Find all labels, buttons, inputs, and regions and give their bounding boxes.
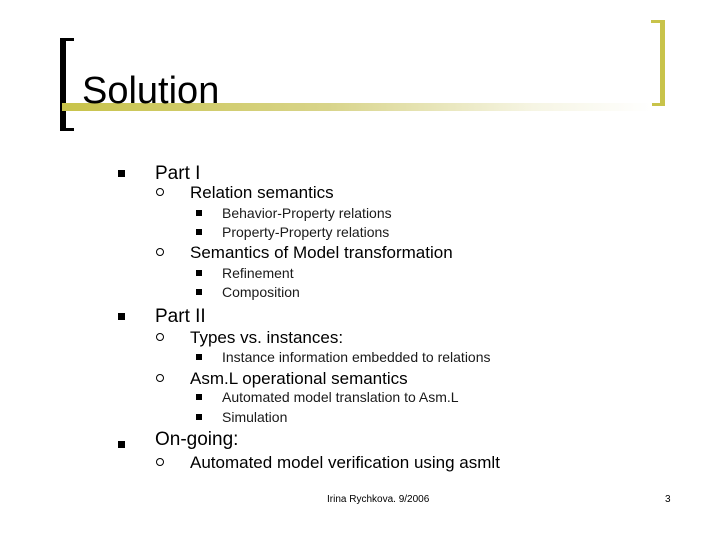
circle-bullet-icon [156,188,164,196]
title-bracket-left [60,38,74,131]
bullet-part-1: Part I [155,163,201,184]
detail-property-property: Property-Property relations [222,224,390,240]
page-number: 3 [665,494,671,505]
detail-simulation: Simulation [222,409,288,425]
square-bullet-icon [196,394,202,400]
sub-bullet-relation-semantics: Relation semantics [190,183,334,202]
square-bullet-icon [196,414,202,420]
bullet-on-going: On-going: [155,429,239,450]
circle-bullet-icon [156,248,164,256]
detail-behavior-property: Behavior-Property relations [222,205,392,221]
square-bullet-icon [196,354,202,360]
square-bullet-icon [118,441,125,448]
title-bracket-right [651,20,665,106]
sub-bullet-asml-semantics: Asm.L operational semantics [190,369,408,388]
square-bullet-icon [118,313,125,320]
square-bullet-icon [118,170,125,177]
sub-bullet-model-transformation: Semantics of Model transformation [190,243,453,262]
detail-composition: Composition [222,284,300,300]
square-bullet-icon [196,210,202,216]
square-bullet-icon [196,270,202,276]
sub-bullet-model-verification: Automated model verification using asmlt [190,453,500,472]
sub-bullet-types-vs-instances: Types vs. instances: [190,328,344,347]
detail-refinement: Refinement [222,265,294,281]
slide-title: Solution [82,70,220,112]
square-bullet-icon [196,289,202,295]
bullet-part-2: Part II [155,306,206,327]
footer-author-date: Irina Rychkova. 9/2006 [327,494,430,505]
circle-bullet-icon [156,374,164,382]
detail-instance-information: Instance information embedded to relations [222,349,491,365]
circle-bullet-icon [156,458,164,466]
circle-bullet-icon [156,333,164,341]
detail-automated-translation: Automated model translation to Asm.L [222,389,459,405]
square-bullet-icon [196,229,202,235]
